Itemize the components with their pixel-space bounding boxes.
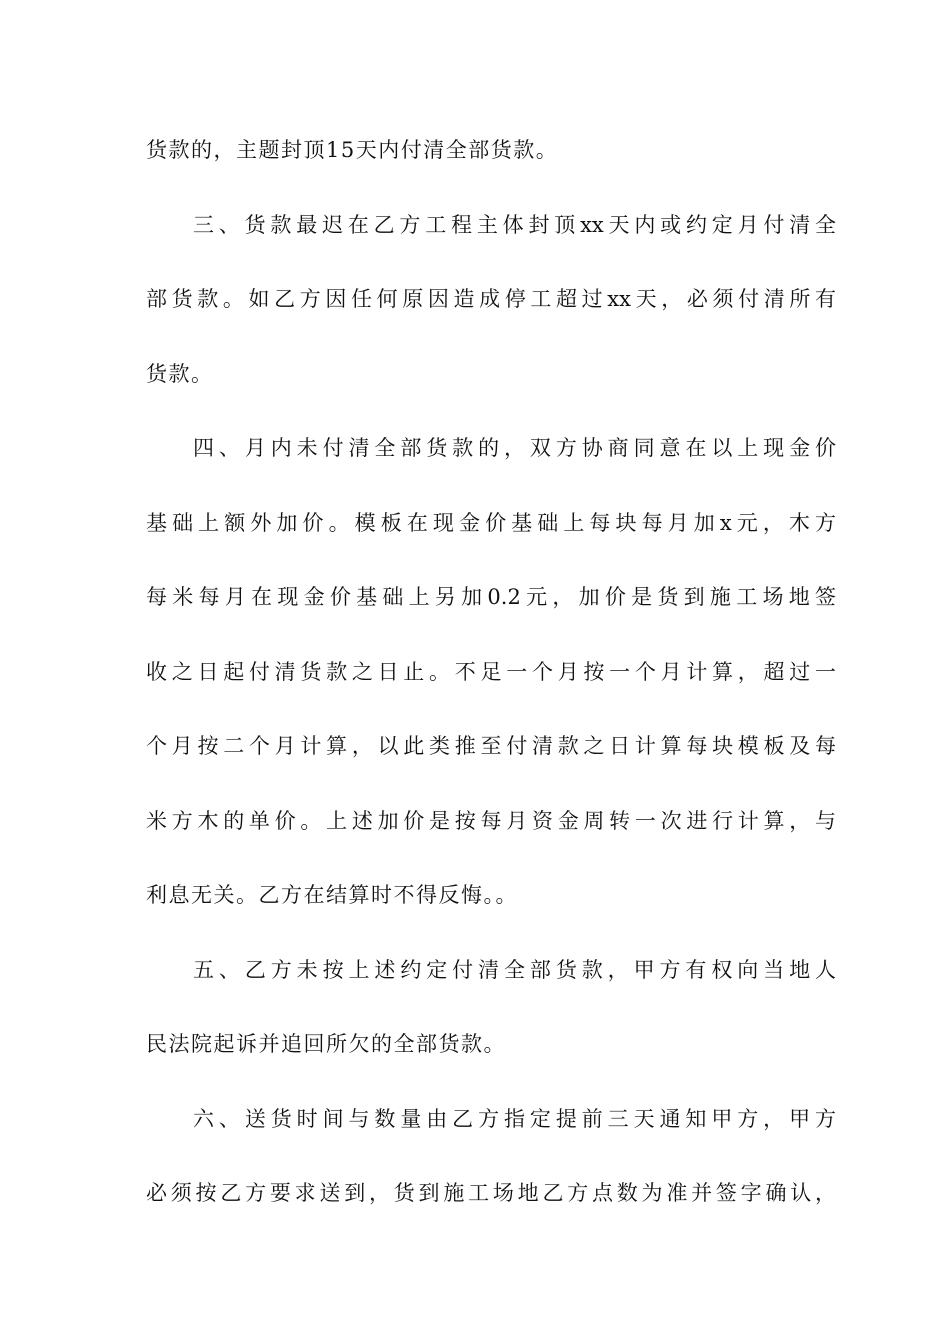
text-line: 个月按二个月计算，以此类推至付清款之日计算每块模板及每 <box>146 734 836 758</box>
text-line: 利息无关。乙方在结算时不得反悔。。 <box>146 883 518 907</box>
text-line: 基础上额外加价。模板在现金价基础上每块每月加x元，木方 <box>146 510 836 535</box>
text-line: 货款的，主题封顶15天内付清全部货款。 <box>146 138 559 162</box>
text-line: 必须按乙方要求送到，货到施工场地乙方点数为准并签字确认， <box>146 1181 836 1205</box>
text-line: 五、乙方未按上述约定付清全部货款，甲方有权向当地人 <box>193 957 836 982</box>
text-line: 米方木的单价。上述加价是按每月资金周转一次进行计算，与 <box>146 808 836 833</box>
text-line: 民法院起诉并追回所欠的全部货款。 <box>146 1032 506 1056</box>
text-line: 三、货款最迟在乙方工程主体封顶xx天内或约定月付清全 <box>193 212 836 237</box>
text-line: 六、送货时间与数量由乙方指定提前三天通知甲方，甲方 <box>193 1106 836 1131</box>
text-line: 货款。 <box>146 361 214 386</box>
text-line: 收之日起付清货款之日止。不足一个月按一个月计算，超过一 <box>146 659 836 684</box>
text-line: 部货款。如乙方因任何原因造成停工超过xx天，必须付清所有 <box>146 287 836 311</box>
text-line: 每米每月在现金价基础上另加0.2元，加价是货到施工场地签 <box>146 585 836 609</box>
contract-body <box>146 132 836 1250</box>
text-line: 四、月内未付清全部货款的，双方协商同意在以上现金价 <box>193 436 836 460</box>
